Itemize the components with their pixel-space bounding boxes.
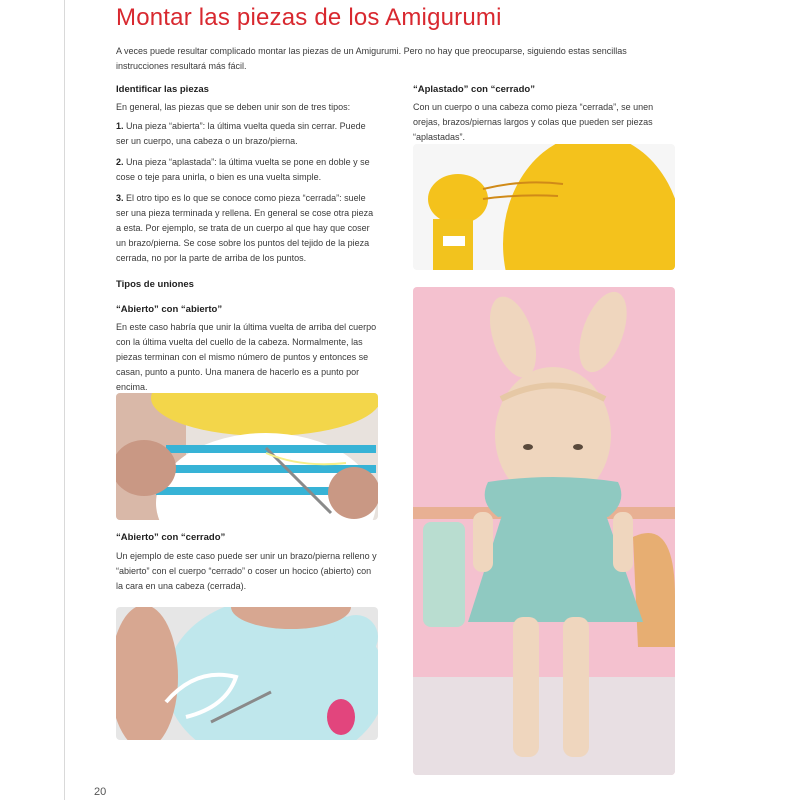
list-item <box>116 119 380 149</box>
photo-open-open-joining <box>116 393 378 520</box>
left-column-lower <box>116 530 380 594</box>
open-open-text: En este caso habría que unir la última vuelta de arriba del cuerpo con la última vuelta del cuello de la cabeza. Normalmente, las piezas terminan con el mismo número de puntos y entonces se casan, punto a punto. Una manera de hacerlo es a punto por encima. <box>116 322 377 392</box>
item-text: El otro tipo es lo que se conoce como pieza “cerrada”: suele ser una pieza terminada y rellena. En general se cose otra pieza a esta. Por ejemplo, se trata de un cuerpo al que hay que coser un brazo/pierna. Se cose sobre los puntos del tejido de la pieza cerrada, no por la parte de arriba de los puntos. <box>116 193 374 263</box>
flat-closed-heading: “Aplastado” con “cerrado” <box>413 84 535 95</box>
open-closed-heading: “Abierto” con “cerrado” <box>116 532 226 543</box>
list-item <box>116 191 380 266</box>
left-column <box>116 82 380 395</box>
photo-flat-closed-joining <box>413 144 675 270</box>
list-item <box>116 155 380 185</box>
item-text: Una pieza “aplastada”: la última vuelta se pone en doble y se cose o teje para unirla, o bien es una vuelta simple. <box>116 157 370 182</box>
item-number: 3. <box>116 193 124 203</box>
page-number: 20 <box>94 786 107 798</box>
page-edge-divider <box>64 0 65 800</box>
item-text: Una pieza “abierta”: la última vuelta queda sin cerrar. Puede ser un cuerpo, una cabeza o un brazo/pierna. <box>116 121 366 146</box>
flat-closed-text: Con un cuerpo o una cabeza como pieza “cerrada”, se unen orejas, brazos/piernas largos y colas que pueden ser piezas “aplastadas”. <box>413 102 654 142</box>
item-number: 2. <box>116 157 124 167</box>
page-title: Montar las piezas de los Amigurumi <box>116 4 502 31</box>
identify-heading: Identificar las piezas <box>116 84 209 95</box>
item-number: 1. <box>116 121 124 131</box>
identify-intro: En general, las piezas que se deben unir son de tres tipos: <box>116 102 351 112</box>
open-closed-text: Un ejemplo de este caso puede ser unir un brazo/pierna relleno y “abierto” con el cuerpo “cerrado” o coser un hocico (abierto) con la cara en una cabeza (cerrada). <box>116 551 377 591</box>
open-open-heading: “Abierto” con “abierto” <box>116 304 223 315</box>
right-column <box>413 82 675 145</box>
intro-paragraph: A veces puede resultar complicado montar las piezas de un Amigurumi. Pero no hay que preocuparse, siguiendo estas sencillas instrucciones resultará más fácil. <box>116 46 627 71</box>
photo-bunny-amigurumi <box>413 287 675 775</box>
types-heading: Tipos de uniones <box>116 279 194 290</box>
photo-open-closed-joining <box>116 607 378 740</box>
